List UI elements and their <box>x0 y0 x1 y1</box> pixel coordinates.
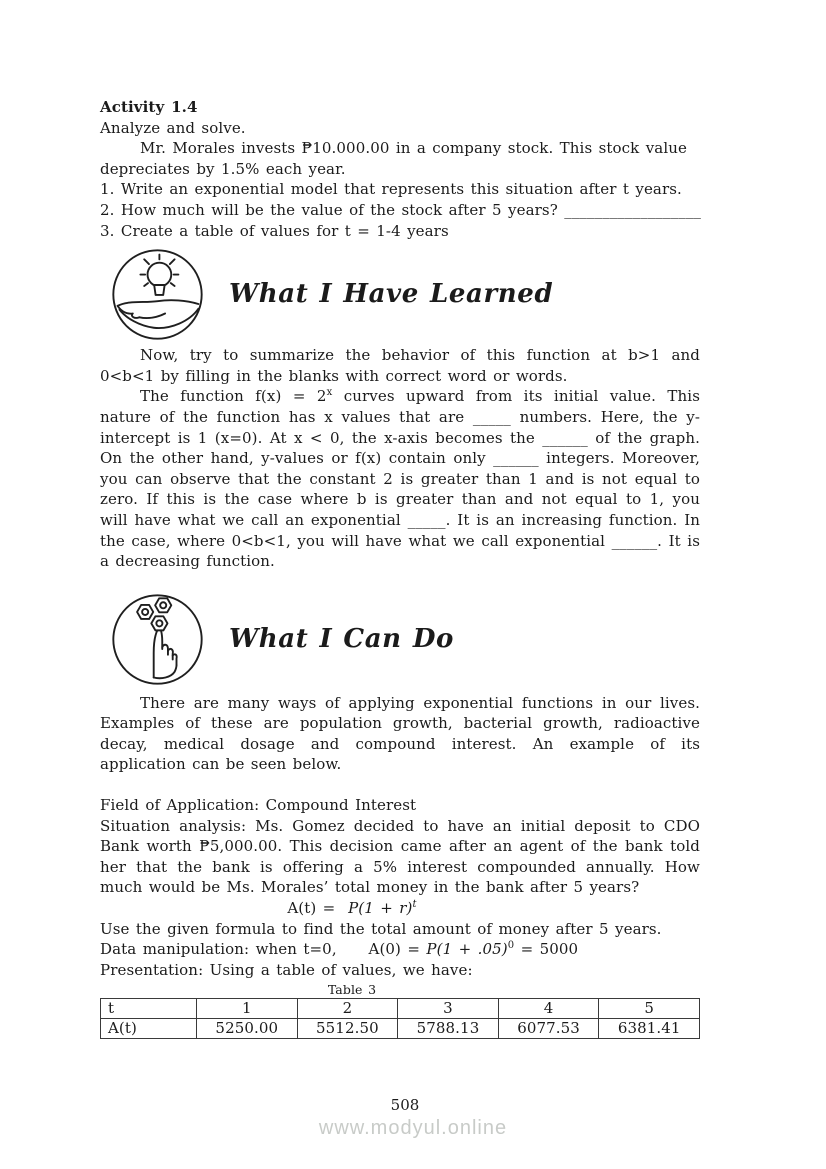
section-header-what-i-can-do <box>110 592 700 687</box>
table-header-5: 5 <box>599 999 700 1019</box>
learned-paragraph-2-text: The function f(x) = 2 <box>140 387 327 406</box>
document-body <box>100 97 700 1039</box>
pointing-hand-with-nuts-icon <box>110 592 205 687</box>
activity-title: Activity 1.4 <box>100 98 198 116</box>
activity-item-3: 3. Create a table of values for t = 1-4 years <box>100 221 449 240</box>
activity-item-1: 1. Write an exponential model that represents this situation after t years. <box>100 180 682 199</box>
data-manipulation-prefix: Data manipulation: when t=0, A(0) = <box>100 940 427 959</box>
exponent-x: x <box>326 387 333 399</box>
data-manipulation-result: = 5000 <box>514 940 579 959</box>
section-heading: What I Have Learned <box>229 279 554 310</box>
table-cell-5: 6381.41 <box>599 1019 700 1039</box>
field-of-application: Field of Application: Compound Interest <box>100 796 417 815</box>
learned-paragraph-1: Now, try to summarize the behavior of this function at b>1 and 0<b<1 by filling in the blanks with correct word or words. <box>100 346 700 385</box>
table-header-3: 3 <box>398 999 499 1019</box>
activity-item-2: 2. How much will be the value of the stock after 5 years? __________________ <box>100 200 702 219</box>
table-cell-1: 5250.00 <box>197 1019 298 1039</box>
table-header-t: t <box>101 999 197 1019</box>
use-formula-line: Use the given formula to find the total amount of money after 5 years. <box>100 919 662 938</box>
data-manipulation-line <box>100 939 700 960</box>
table-caption: Table 3 <box>327 982 377 998</box>
table-cell-3: 5788.13 <box>398 1019 499 1039</box>
formula-lhs: A(t) = <box>287 899 349 918</box>
table-header-row <box>101 999 700 1019</box>
cando-paragraph: There are many ways of applying exponential functions in our lives. Examples of these are population growth, bacterial growth, radioactive decay, medical dosage and compound interest. An example of its application can be seen below. <box>100 693 700 774</box>
formula-exponent: t <box>412 899 417 911</box>
section-header-what-i-have-learned <box>110 247 700 342</box>
table-cell-4: 6077.53 <box>498 1019 599 1039</box>
learned-paragraph-2 <box>100 386 700 571</box>
table-values-row <box>101 1019 700 1039</box>
formula-base: P(1 + r) <box>348 899 413 918</box>
page-number: 508 <box>390 1096 420 1114</box>
table-cell-2: 5512.50 <box>297 1019 398 1039</box>
lightbulb-in-hand-icon <box>110 247 205 342</box>
compound-interest-formula <box>100 898 700 919</box>
values-table <box>100 998 700 1039</box>
table-header-2: 2 <box>297 999 398 1019</box>
activity-subtitle: Analyze and solve. <box>100 118 246 137</box>
learned-paragraph-2-rest: curves upward from its initial value. This nature of the function has x values that are _____ numbers. Here, the y-intercept is 1 (x=0). At x < 0, the x-axis becomes the ______ of the graph. On the other hand, y-values or f(x) contain only ______ integers. Moreover, you can observe that the constant 2 is greater than 1 and is not equal to zero. If this is the case where b is greater than and not equal to 1, you will have what we call an exponential _____. It is an increasing function. In the case, where 0<b<1, you will have what we call exponential ______. It is a decreasing function. <box>100 387 700 571</box>
data-manipulation-base: P(1 + .05) <box>426 940 508 959</box>
data-manipulation-exponent: 0 <box>507 940 515 952</box>
section-heading: What I Can Do <box>229 623 454 654</box>
activity-intro: Mr. Morales invests ₱10.000.00 in a company stock. This stock value depreciates by 1.5% each year. <box>100 139 687 178</box>
watermark-text: www.modyul.online <box>318 1117 508 1139</box>
table-cell-label: A(t) <box>101 1019 197 1039</box>
situation-analysis: Situation analysis: Ms. Gomez decided to have an initial deposit to CDO Bank worth ₱5,000.00. This decision came after an agent of the bank told her that the bank is offering a 5% interest compounded annually. How much would be Ms. Morales’ total money in the bank after 5 years? <box>100 816 700 897</box>
table-header-4: 4 <box>498 999 599 1019</box>
presentation-line: Presentation: Using a table of values, we have: <box>100 960 473 979</box>
table-header-1: 1 <box>197 999 298 1019</box>
